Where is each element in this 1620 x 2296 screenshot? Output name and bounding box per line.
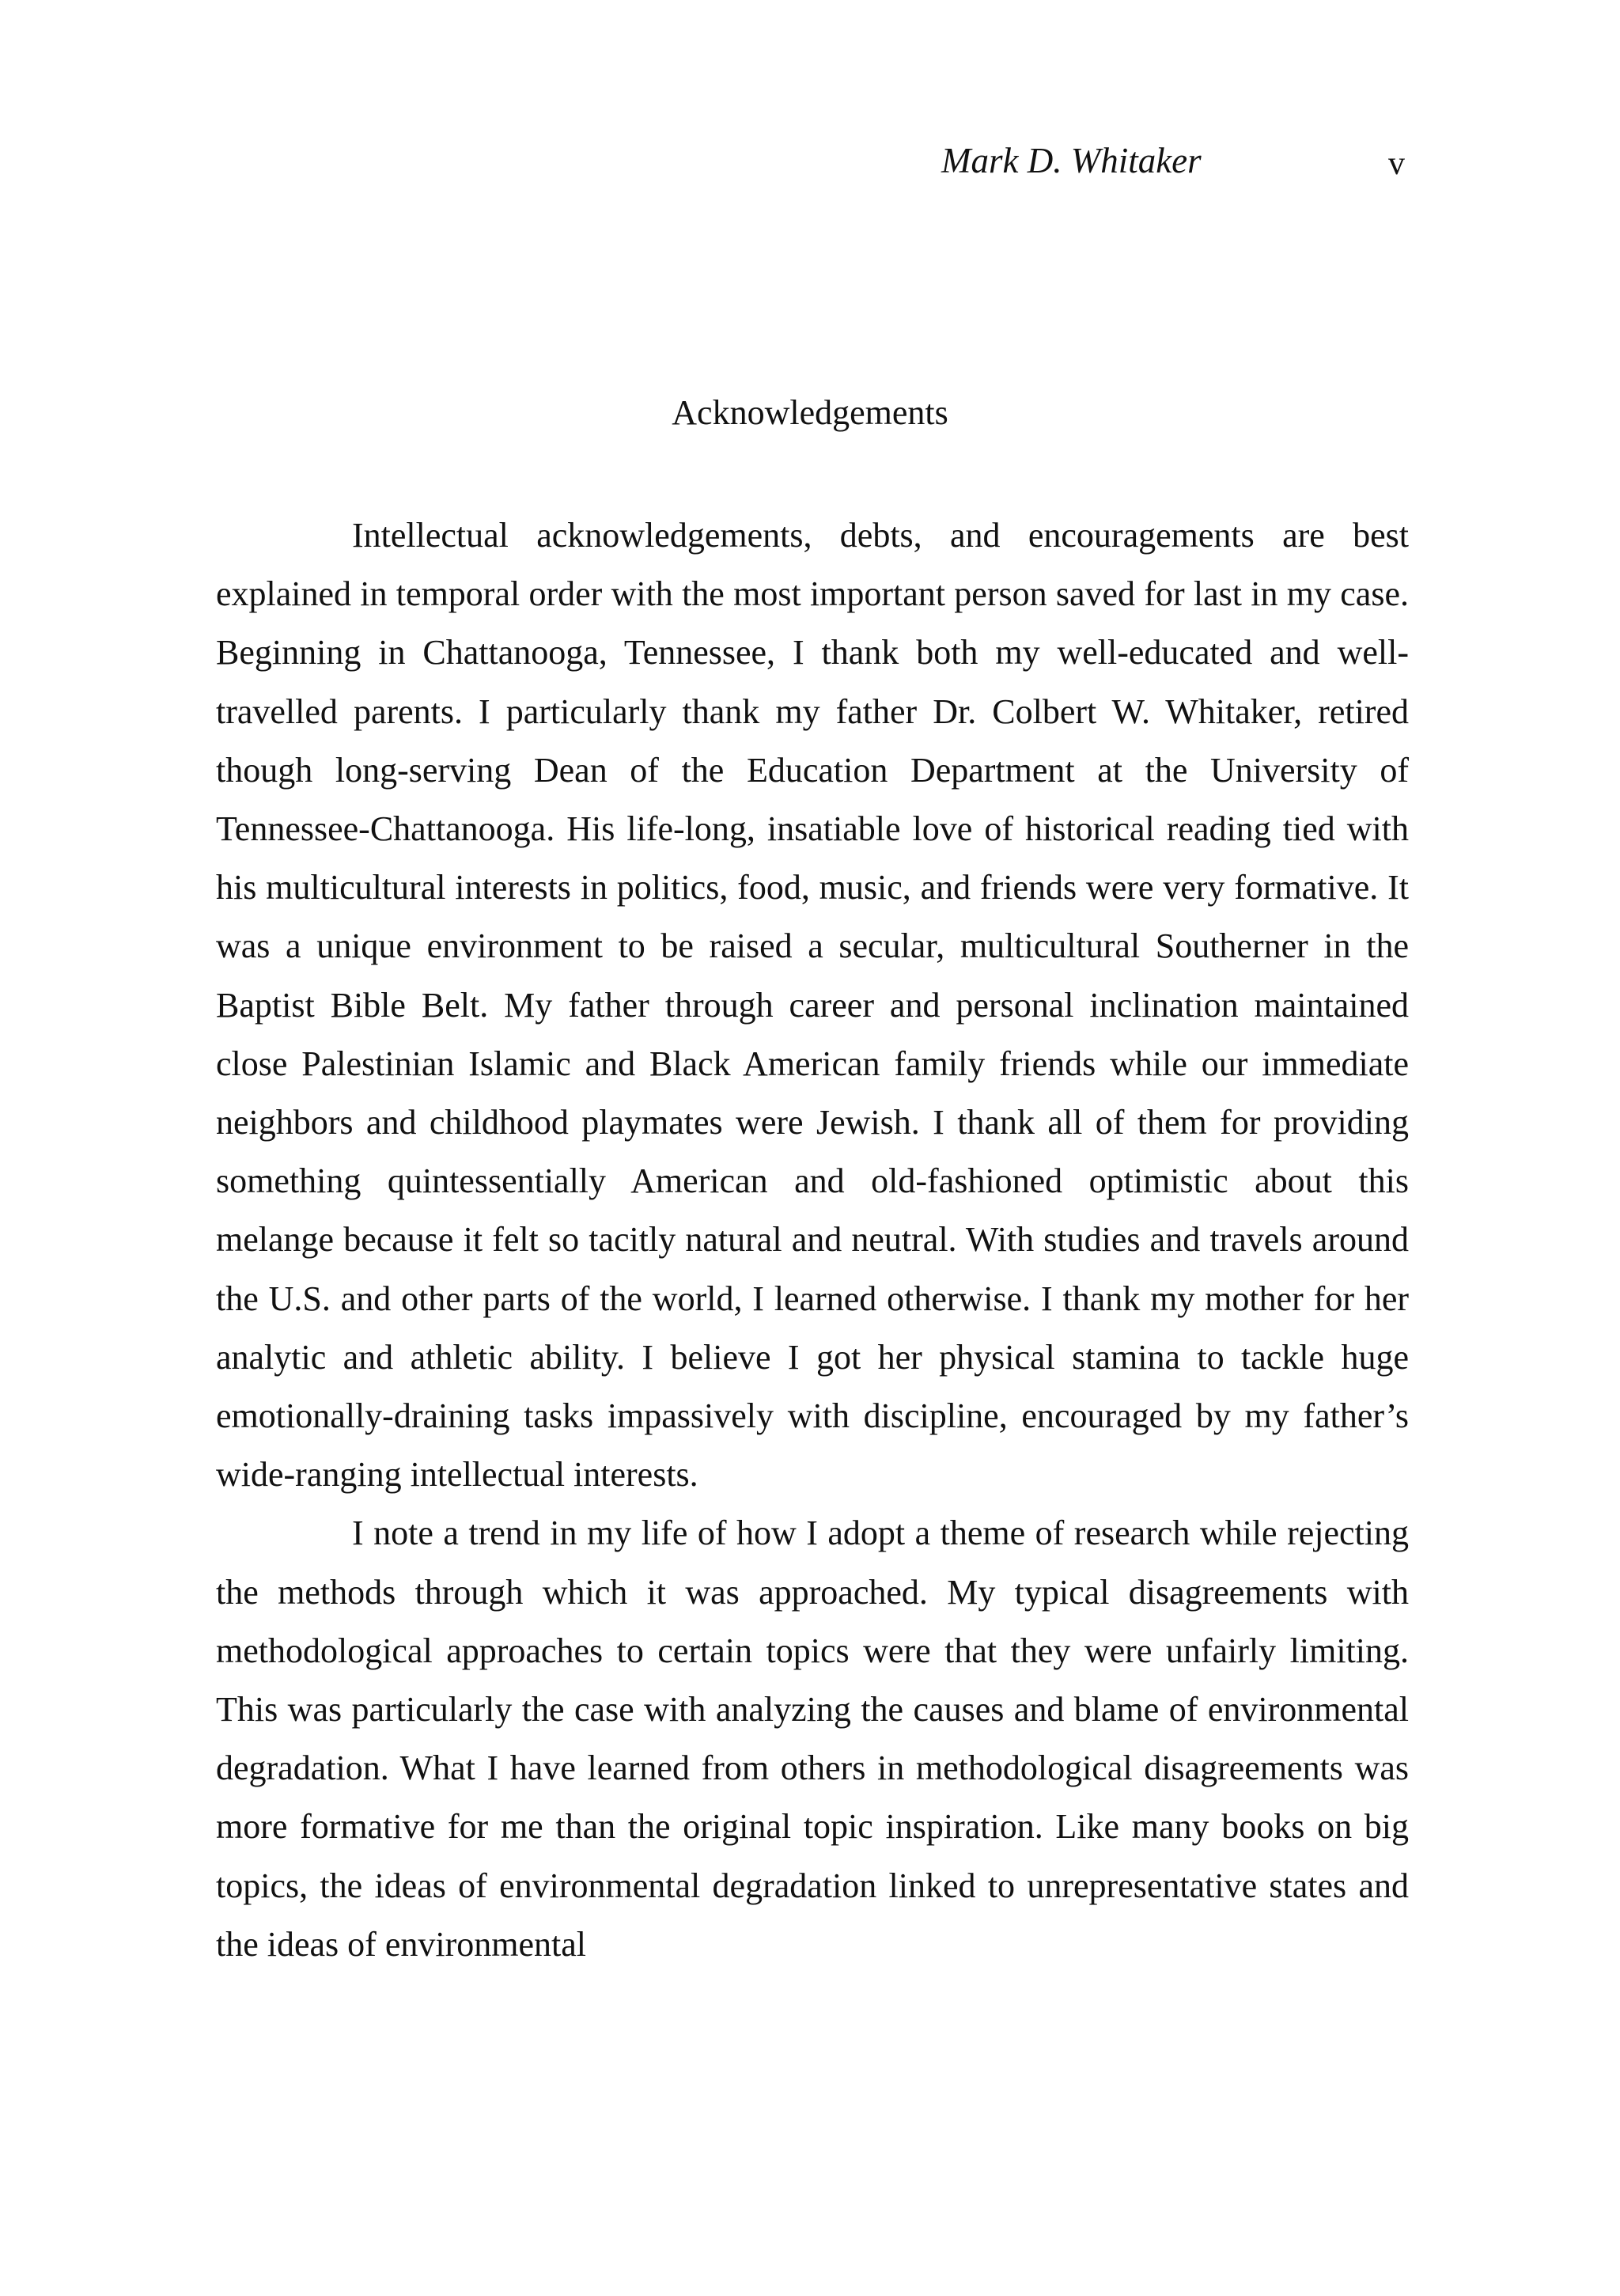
section-title: Acknowledgements: [672, 393, 948, 432]
running-head-author: Mark D. Whitaker: [941, 141, 1202, 180]
paragraph-1: Intellectual acknowledgements, debts, and encouragements are best explained in temporal order with the most important person saved for last in my case. Beginning in Chattanooga, Tennessee, I thank both my well-educated and well-travelled parents. I particularly thank my father Dr. Colbert W. Whitaker, retired though long-serving Dean of the Education Department at the University of Tennessee-Chattanooga. His life-long, insatiable love of historical reading tied with his multicultural interests in politics, food, music, and friends were very formative. It was a unique environment to be raised a secular, multicultural Southerner in the Baptist Bible Belt. My father through career and personal inclination maintained close Palestinian Islamic and Black American family friends while our immediate neighbors and childhood playmates were Jewish. I thank all of them for providing something quintessentially American and old-fashioned optimistic about this melange because it felt so tacitly natural and neutral. With studies and travels around the U.S. and other parts of the world, I learned otherwise. I thank my mother for her analytic and athletic ability. I believe I got her physical stamina to tackle huge emotionally-draining tasks impassively with discipline, encouraged by my father’s wide-ranging intellectual interests.: [216, 516, 1409, 1495]
body-text: [216, 506, 1409, 1974]
paragraph-2: I note a trend in my life of how I adopt a theme of research while rejecting the methods through which it was approached. My typical disagreements with methodological approaches to certain topics were that they were unfairly limiting. This was particularly the case with analyzing the causes and blame of environmental degradation. What I have learned from others in methodological disagreements was more formative for me than the original topic inspiration. Like many books on big topics, the ideas of environmental degradation linked to unrepresentative states and the ideas of environmental: [216, 1514, 1409, 1964]
page-number: v: [1388, 146, 1405, 182]
